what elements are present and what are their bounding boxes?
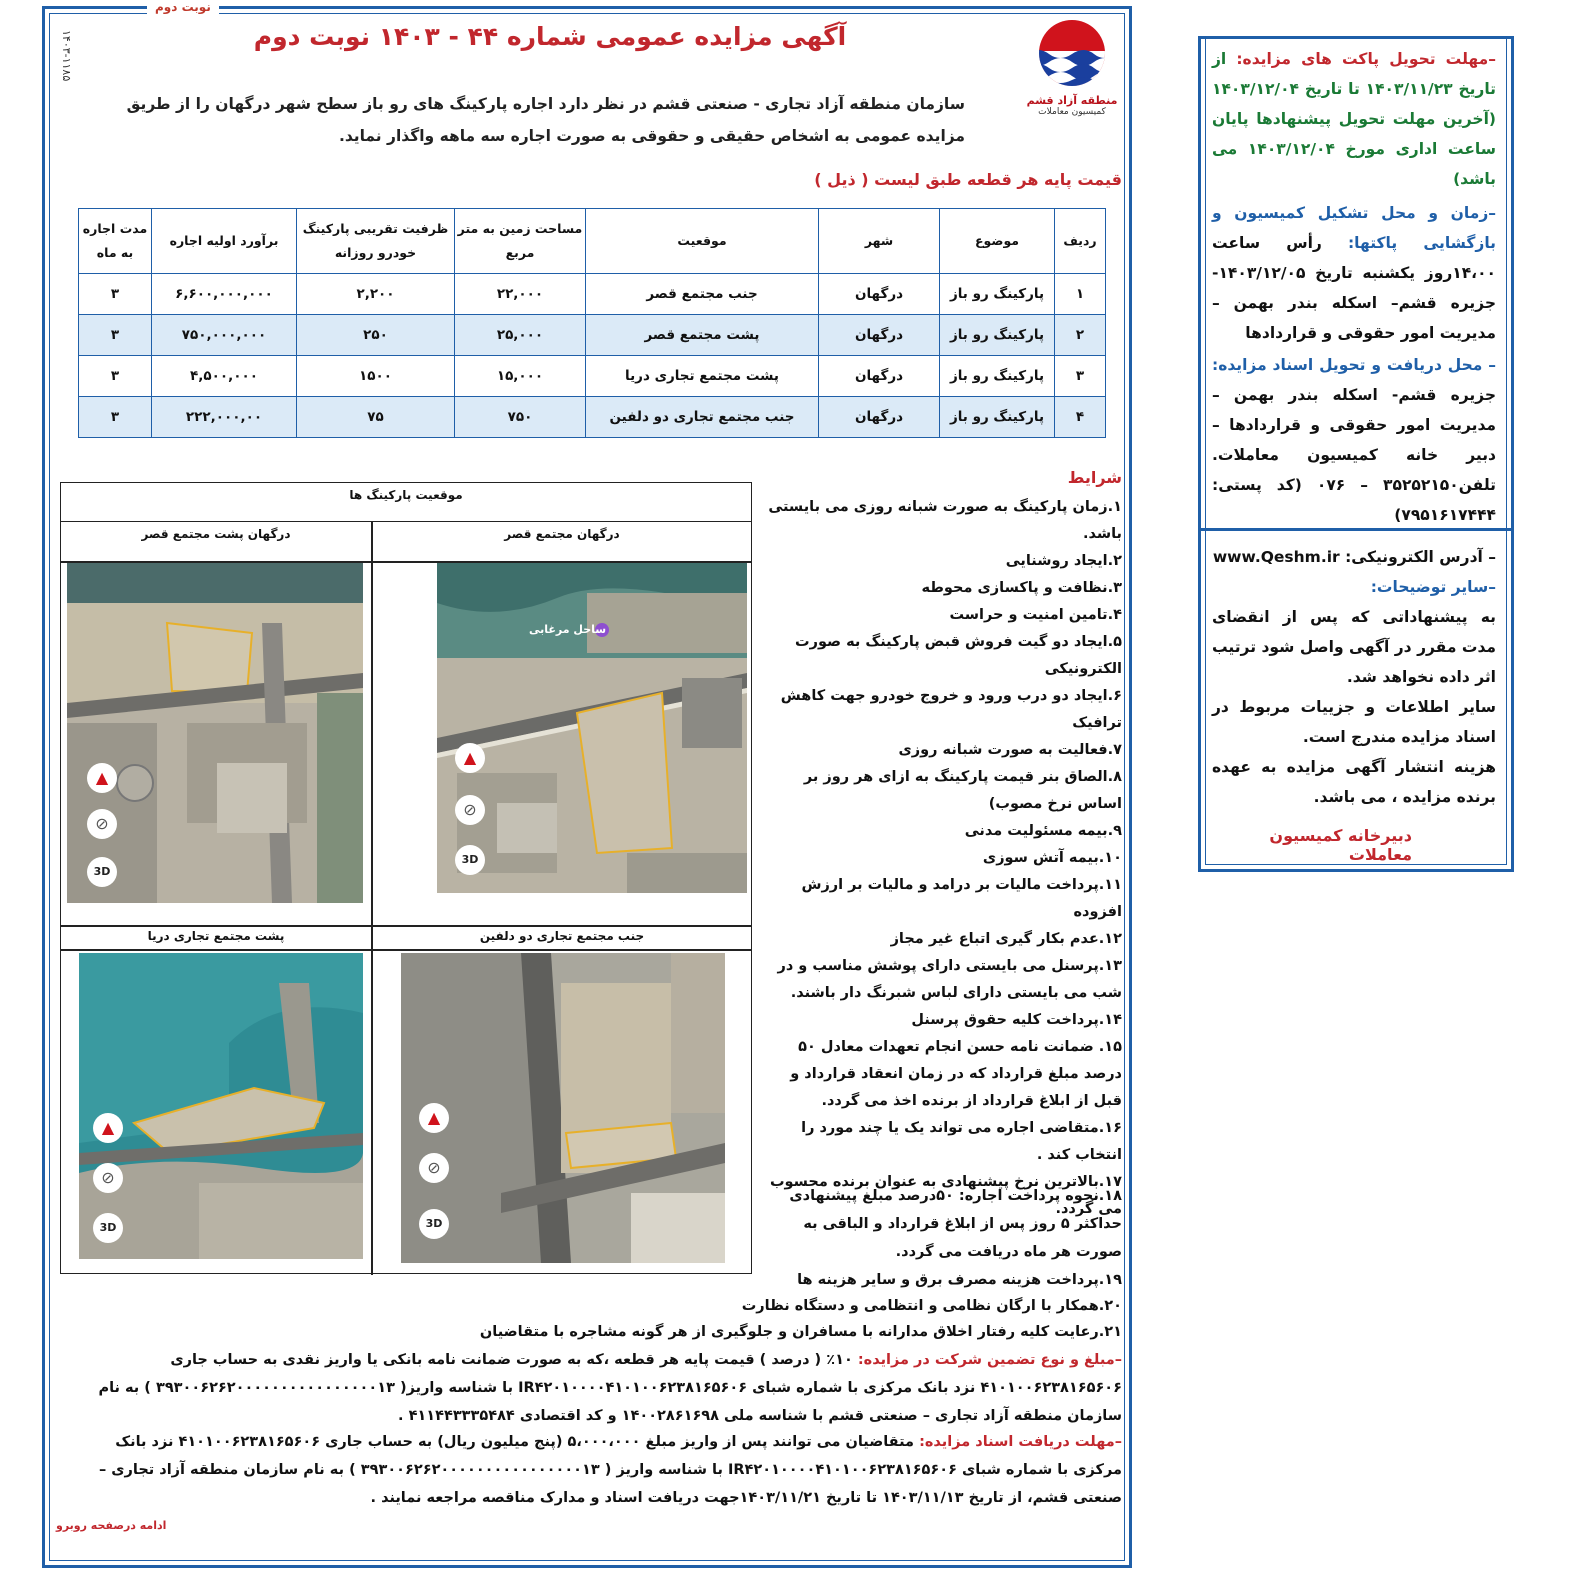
table-cell: ۲ xyxy=(1055,315,1106,356)
table-cell: پشت مجتمع تجاری دریا xyxy=(586,356,819,397)
documents-heading: –مهلت دریافت اسناد مزایده: xyxy=(919,1434,1122,1450)
conditions-title: شرایط xyxy=(1067,468,1122,487)
col-header: ظرفیت تقریبی پارکینگ خودرو روزانه xyxy=(297,209,455,274)
notice-code: ۱۴۰۳-۱۱۸۵ xyxy=(60,30,73,82)
opening-text: رأس ساعت ۱۴،۰۰روز یکشنبه تاریخ ۱۴۰۳/۱۲/۰۵- جزیره قشم– اسکله بندر بهمن – مدیریت امور حقوقی و قراردادها xyxy=(1212,234,1496,342)
condition-item: ۲۱.رعایت کلیه رفتار اخلاق مدارانه با مسافران و جلوگیری از هر گونه مشاجره با متقاضیان xyxy=(479,1324,1122,1340)
table-cell: جنب مجتمع قصر xyxy=(586,274,819,315)
col-header: برآورد اولیه اجاره xyxy=(152,209,297,274)
table-row xyxy=(79,397,1106,438)
condition-item: ۹.بیمه مسئولیت مدنی xyxy=(964,823,1122,839)
condition-item: ۷.فعالیت به صورت شبانه روزی xyxy=(898,742,1122,758)
qeshm-logo-icon xyxy=(1027,18,1117,88)
website-link[interactable]: www.Qeshm.ir xyxy=(1212,548,1340,566)
compass-icon[interactable]: ▲ xyxy=(419,1103,449,1133)
website-section xyxy=(1212,542,1496,572)
base-price-note: قیمت پایه هر قطعه طبق لیست ( ذیل ) xyxy=(814,170,1122,189)
table-cell: پارکینگ رو باز xyxy=(940,315,1055,356)
location-icon[interactable]: ⊘ xyxy=(455,795,485,825)
location-icon[interactable]: ⊘ xyxy=(419,1153,449,1183)
satellite-map-behind-darya xyxy=(79,953,363,1259)
deposit-text: ۱۰٪ ( درصد ) قیمت پایه هر قطعه ،که به صورت ضمانت نامه بانکی یا واریز نقدی به حساب جاری ۴۱۰۱۰۰۶۲۳۸۱۶۵۶۰۶ نزد بانک مرکزی با شماره شبای IR۴۲۰۱۰۰۰۰۴۱۰۱۰۰۶۲۳۸۱۶۵۶۰۶ با شناسه واریز( ۳۹۳۰۰۶۲۶۲۰۰۰۰۰۰۰۰۰۰۰۰۰۰۰۰۱۳ ) به نام سازمان منطقه آزاد تجاری – صنعتی قشم با شناسه ملی ۱۴۰۰۲۸۶۱۶۹۸ و کد اقتصادی ۴۱۱۴۴۳۳۳۵۴۸۴ . xyxy=(98,1352,1122,1424)
condition-item: ۱۲.عدم بکار گیری اتباع غیر مجاز xyxy=(890,931,1122,947)
3d-button[interactable]: 3D xyxy=(419,1209,449,1239)
lots-table xyxy=(78,208,1106,438)
poi-label: ساحل مرغابی xyxy=(529,623,607,636)
receive-heading: – محل دریافت و تحویل اسناد مزایده: xyxy=(1212,356,1496,374)
documents-text: متقاضیان می توانند پس از واریز مبلغ ۵،۰۰۰،۰۰۰ (پنج میلیون ریال) به حساب جاری ۴۱۰۱۰۰۶۲۳۸۱۶۵۶۰۶ نزد بانک مرکزی با شماره شبای IR۴۲۰۱۰۰۰۰۴۱۰۱۰۰۶۲۳۸۱۶۵۶۰۶ با شناسه واریز ( ۳۹۳۰۰۶۲۶۲۰۰۰۰۰۰۰۰۰۰۰۰۰۰۰۰۱۳ ) به نام سازمان منطقه آزاد تجاری – صنعتی قشم، از تاریخ ۱۴۰۳/۱۱/۱۳ تا تاریخ ۱۴۰۳/۱۱/۲۱جهت دریافت اسناد و مدارک مناقصه مراجعه نمایند . xyxy=(98,1434,1122,1506)
col-header: مدت اجاره به ماه xyxy=(79,209,152,274)
table-cell: پارکینگ رو باز xyxy=(940,356,1055,397)
documents-section xyxy=(66,1428,1122,1512)
3d-button[interactable]: 3D xyxy=(455,845,485,875)
table-cell: پارکینگ رو باز xyxy=(940,274,1055,315)
table-cell: درگهان xyxy=(819,397,940,438)
conditions-list xyxy=(762,494,1122,1223)
deposit-section xyxy=(66,1346,1122,1430)
col-header: موضوع xyxy=(940,209,1055,274)
table-cell: ۳ xyxy=(1055,356,1106,397)
col-header: شهر xyxy=(819,209,940,274)
condition-item: ۸.الصاق بنر قیمت پارکینگ به ازای هر روز بر اساس نرخ مصوب) xyxy=(803,769,1122,812)
compass-icon[interactable]: ▲ xyxy=(93,1113,123,1143)
map-label-behind-darya: پشت مجتمع تجاری دریا xyxy=(147,929,285,943)
table-header-row xyxy=(79,209,1106,274)
other-note: هزینه انتشار آگهی مزایده به عهده برنده مزایده ، می باشد. xyxy=(1212,758,1496,806)
condition-item: ۱۱.پرداخت مالیات بر درامد و مالیات بر ارزش افزوده xyxy=(801,877,1122,920)
table-cell: ۶,۶۰۰,۰۰۰,۰۰۰ xyxy=(152,274,297,315)
map-label-qasr: درگهان مجتمع قصر xyxy=(504,527,620,541)
location-icon[interactable]: ⊘ xyxy=(93,1163,123,1193)
location-icon[interactable]: ⊘ xyxy=(87,809,117,839)
map-label-two-dolphins: جنب مجتمع تجاری دو دلفین xyxy=(479,929,645,943)
table-cell: ۲۲,۰۰۰ xyxy=(455,274,586,315)
col-header: موقعیت xyxy=(586,209,819,274)
table-cell: پشت مجتمع قصر xyxy=(586,315,819,356)
other-notes-heading: –سایر توضیحات: xyxy=(1370,578,1496,596)
divider xyxy=(61,949,751,951)
condition-item: ۱۹.پرداخت هزینه مصرف برق و سایر هزینه ها xyxy=(797,1272,1122,1288)
3d-button[interactable]: 3D xyxy=(87,857,117,887)
condition-item: ۳.نظافت و پاکسازی محوطه xyxy=(921,580,1122,596)
satellite-map-two-dolphins xyxy=(401,953,725,1263)
intro-paragraph: سازمان منطقه آزاد تجاری - صنعتی قشم در نظر دارد اجاره پارکینگ های رو باز سطح شهر درگهان را از طریق مزایده عمومی به اشخاص حقیقی و حقوقی به صورت اجاره سه ماهه واگذار نماید. xyxy=(126,95,965,145)
divider xyxy=(61,925,751,927)
satellite-map-behind-qasr xyxy=(67,563,363,903)
table-cell: ۷۵۰ xyxy=(455,397,586,438)
deadline-text: از تاریخ ۱۴۰۳/۱۱/۲۳ تا تاریخ ۱۴۰۳/۱۲/۰۴ (آخرین مهلت تحویل پیشنهادها پایان ساعت اداری مورخ ۱۴۰۳/۱۲/۰۴ می باشد) xyxy=(1212,50,1496,188)
condition-item: ۱۶.متقاضی اجاره می تواند یک یا چند مورد را انتخاب کند . xyxy=(801,1120,1122,1163)
condition-item: ۴.تامین امنیت و حراست xyxy=(949,607,1122,623)
maps-title: موقعیت پارکینگ ها xyxy=(61,483,751,522)
website-label: – آدرس الکترونیکی: xyxy=(1345,548,1496,566)
notice-tag: نوبت دوم xyxy=(147,0,219,14)
condition-item: ۱۸.نحوه پرداخت اجاره: ۵۰درصد مبلغ پیشنهادی حداکثر ۵ روز پس از ابلاغ قرارداد و الباقی به صورت هر ماه دریافت می گردد. xyxy=(789,1188,1122,1260)
condition-item: ۱۵. ضمانت نامه حسن انجام تعهدات معادل ۵۰ درصد مبلغ قرارداد که در زمان انعقاد قرارداد و قبل از ابلاغ قرارداد از برنده اخذ می گردد. xyxy=(790,1039,1122,1109)
parking-location-maps xyxy=(60,482,752,1274)
divider xyxy=(371,521,373,1275)
3d-button[interactable]: 3D xyxy=(93,1213,123,1243)
table-cell: ۲۵۰ xyxy=(297,315,455,356)
table-cell: ۴ xyxy=(1055,397,1106,438)
logo-subtitle: کمیسیون معاملات xyxy=(1038,107,1106,117)
condition-item: ۱۷.بالاترین نرخ پیشنهادی به عنوان برنده محسوب می گردد. xyxy=(769,1174,1122,1217)
page-title: آگهی مزایده عمومی شماره ۴۴ - ۱۴۰۳ نوبت دوم xyxy=(253,22,847,51)
condition-item: ۲۰.همکار با ارگان نظامی و انتظامی و دستگاه نظارت xyxy=(741,1298,1122,1314)
condition-item: ۱۴.پرداخت کلیه حقوق پرسنل xyxy=(911,1012,1122,1028)
table-cell: درگهان xyxy=(819,315,940,356)
table-cell: ۳ xyxy=(79,274,152,315)
condition-item: ۱۰.بیمه آتش سوزی xyxy=(982,850,1122,866)
col-header: مساحت زمین به متر مربع xyxy=(455,209,586,274)
table-cell: ۲,۲۰۰ xyxy=(297,274,455,315)
receive-section xyxy=(1212,350,1496,530)
other-note: به پیشنهاداتی که پس از انقضای مدت مقرر در آگهی واصل شود ترتیب اثر داده نخواهد شد. xyxy=(1212,608,1496,686)
table-cell: ۱۵۰۰ xyxy=(297,356,455,397)
other-note: سایر اطلاعات و جزییات مربوط در اسناد مزایده مندرج است. xyxy=(1212,698,1496,746)
condition-item: ۱.زمان پارکینگ به صورت شبانه روزی می بایستی باشد. xyxy=(768,499,1122,542)
condition-item: ۶.ایجاد دو درب ورود و خروج خودرو جهت کاهش ترافیک xyxy=(780,688,1122,731)
condition-item: ۱۳.پرسنل می بایستی دارای پوشش مناسب و در شب می بایستی دارای لباس شبرنگ دار باشند. xyxy=(777,958,1122,1001)
table-cell: ۳ xyxy=(79,315,152,356)
receive-text: جزیره قشم- اسکله بندر بهمن –مدیریت امور حقوقی و قراردادها – دبیر خانه کمیسیون معاملات. تلفن۳۵۲۵۲۱۵۰ – ۰۷۶ (کد پستی: ۷۹۵۱۶۱۷۴۴۴) xyxy=(1212,386,1496,524)
condition-item: ۲.ایجاد روشنایی xyxy=(1005,553,1122,569)
table-row xyxy=(79,274,1106,315)
condition-item: ۵.ایجاد دو گیت فروش قبض پارکینگ به صورت الکترونیکی xyxy=(795,634,1122,677)
satellite-map-qasr xyxy=(437,563,747,893)
deadline-heading: –مهلت تحویل پاکت های مزایده: xyxy=(1236,50,1496,68)
table-cell: پارکینگ رو باز xyxy=(940,397,1055,438)
opening-section xyxy=(1212,198,1496,348)
table-cell: ۱ xyxy=(1055,274,1106,315)
opening-heading: –زمان و محل تشکیل کمیسیون و بازگشایی پاکتها: xyxy=(1212,204,1496,252)
table-row xyxy=(79,356,1106,397)
table-cell: ۱۵,۰۰۰ xyxy=(455,356,586,397)
table-cell: ۴,۵۰۰,۰۰۰ xyxy=(152,356,297,397)
map-label-behind-qasr: درگهان پشت مجتمع قصر xyxy=(141,527,291,541)
table-row xyxy=(79,315,1106,356)
compass-icon[interactable]: ▲ xyxy=(455,743,485,773)
table-cell: ۲۵,۰۰۰ xyxy=(455,315,586,356)
table-cell: ۷۵۰,۰۰۰,۰۰۰ xyxy=(152,315,297,356)
side-footer: دبیرخانه کمیسیون معاملات xyxy=(1269,826,1412,864)
compass-icon[interactable]: ▲ xyxy=(87,763,117,793)
qeshm-logo xyxy=(1022,18,1122,117)
other-notes-section xyxy=(1212,572,1496,812)
table-cell: ۷۵ xyxy=(297,397,455,438)
col-header: ردیف xyxy=(1055,209,1106,274)
table-cell: ۳ xyxy=(79,397,152,438)
continued-note: ادامه درصفحه روبرو xyxy=(56,1519,167,1532)
table-cell: درگهان xyxy=(819,274,940,315)
table-cell: ۲۲۲,۰۰۰,۰۰ xyxy=(152,397,297,438)
table-cell: ۳ xyxy=(79,356,152,397)
deadline-section xyxy=(1212,44,1496,194)
table-cell: درگهان xyxy=(819,356,940,397)
logo-name: منطقه آزاد قشم xyxy=(1026,94,1118,107)
deposit-heading: –مبلغ و نوع تضمین شرکت در مزایده: xyxy=(857,1352,1122,1368)
table-cell: جنب مجتمع تجاری دو دلفین xyxy=(586,397,819,438)
